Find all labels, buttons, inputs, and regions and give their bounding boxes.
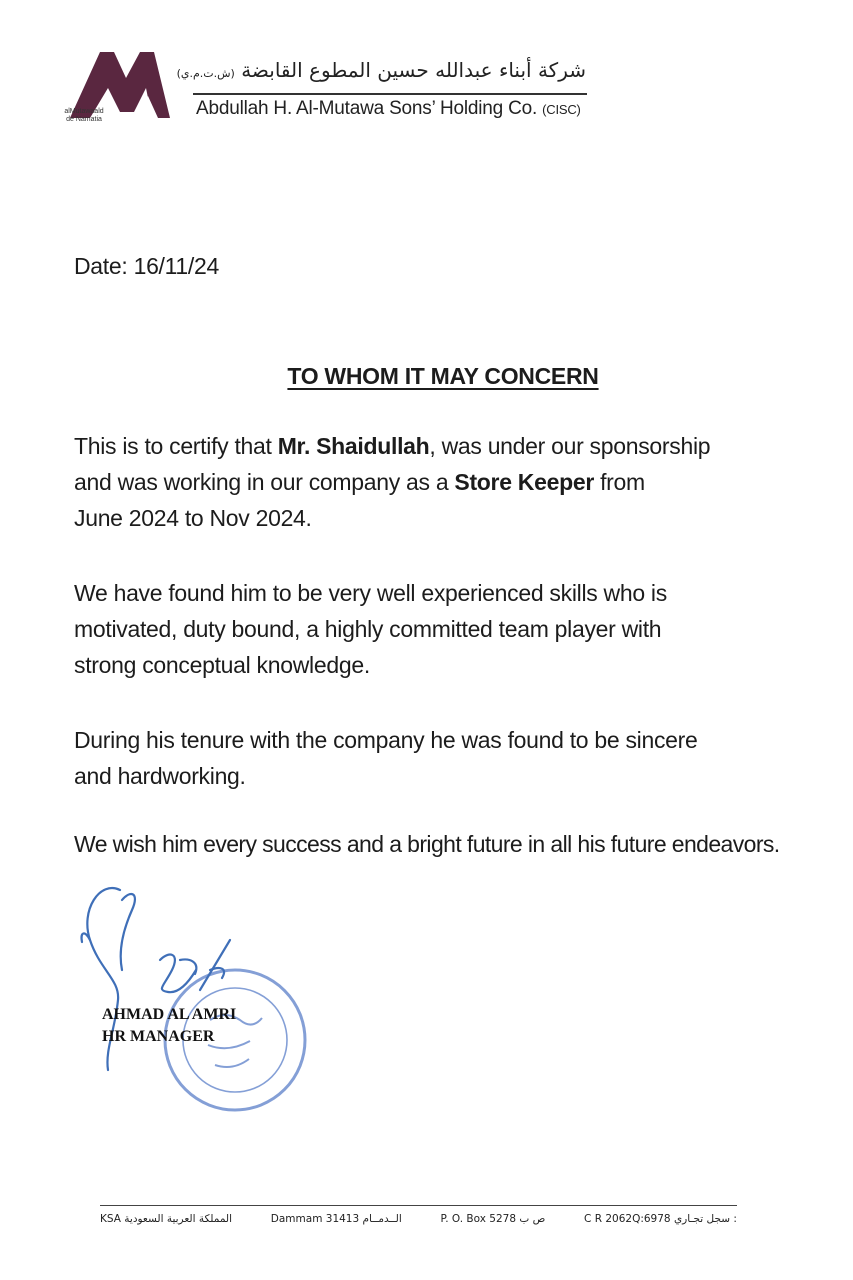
- paragraph-skills: [74, 575, 794, 683]
- text-span: from: [593, 469, 645, 495]
- logo-caption-line2: de Namatia: [66, 116, 102, 123]
- signature-and-stamp: [60, 870, 320, 1130]
- footer-ksa: KSA: [100, 1213, 121, 1225]
- footer-po-en: P. O. Box 5278: [440, 1213, 517, 1225]
- paragraph-line: During his tenure with the company he was found to be sincere: [74, 727, 698, 753]
- paragraph-line: We have found him to be very well experienced skills who is: [74, 580, 667, 606]
- logo-caption-line1: alMutawaald: [64, 108, 104, 115]
- text-span: This is to certify that: [74, 433, 278, 459]
- footer-po-box: [441, 1213, 546, 1225]
- footer-cr: [584, 1213, 737, 1225]
- header-divider: [193, 93, 587, 95]
- logo-caption: [54, 108, 114, 124]
- text-span: , was under our sponsorship: [429, 433, 711, 459]
- paragraph-line: and hardworking.: [74, 763, 246, 789]
- signatory-name: AHMAD AL AMRI: [102, 1006, 237, 1023]
- paragraph-line: [74, 428, 794, 464]
- company-name-english-suffix: (CISC): [542, 102, 581, 117]
- paragraph-line: motivated, duty bound, a highly committed team player with: [74, 616, 662, 642]
- paragraph-wishes: We wish him every success and a bright future in all his future endeavors.: [74, 831, 780, 857]
- letter-subject: TO WHOM IT MAY CONCERN: [287, 363, 599, 389]
- footer-cr-number: C R 2062Q:6978: [584, 1213, 671, 1225]
- company-name-english: [196, 98, 581, 120]
- company-name-arabic-suffix: (ش.ت.م.ي): [176, 67, 235, 80]
- footer-country-ar: المملكة العربية السعودية: [124, 1213, 233, 1225]
- footer-country: [100, 1213, 232, 1225]
- paragraph-line: June 2024 to Nov 2024.: [74, 505, 312, 531]
- employee-role: Store Keeper: [454, 469, 594, 495]
- company-name-arabic-text: شركة أبناء عبدالله حسين المطوع القابضة: [241, 58, 586, 82]
- footer-city-ar: الــدمــام: [362, 1213, 402, 1225]
- footer-cr-ar: سجل تجـاري :: [673, 1213, 737, 1225]
- employee-name: Mr. Shaidullah: [277, 433, 430, 459]
- letter-date: [74, 248, 219, 284]
- footer-divider: [100, 1205, 737, 1206]
- paragraph-certification: [74, 428, 794, 536]
- footer-address: [100, 1213, 737, 1225]
- company-name-arabic: [176, 58, 586, 82]
- date-label: Date:: [74, 253, 128, 279]
- text-span: and was working in our company as a: [74, 469, 455, 495]
- paragraph-line: [74, 464, 794, 500]
- footer-city-en: Dammam 31413: [270, 1213, 360, 1225]
- paragraph-tenure: [74, 722, 794, 794]
- footer-city: [271, 1213, 402, 1225]
- date-value: 16/11/24: [133, 253, 220, 279]
- signatory-title: HR MANAGER: [102, 1028, 215, 1045]
- company-name-english-text: Abdullah H. Al-Mutawa Sons’ Holding Co.: [196, 98, 538, 119]
- footer-po-ar: ص ب: [519, 1213, 546, 1225]
- paragraph-line: strong conceptual knowledge.: [74, 652, 370, 678]
